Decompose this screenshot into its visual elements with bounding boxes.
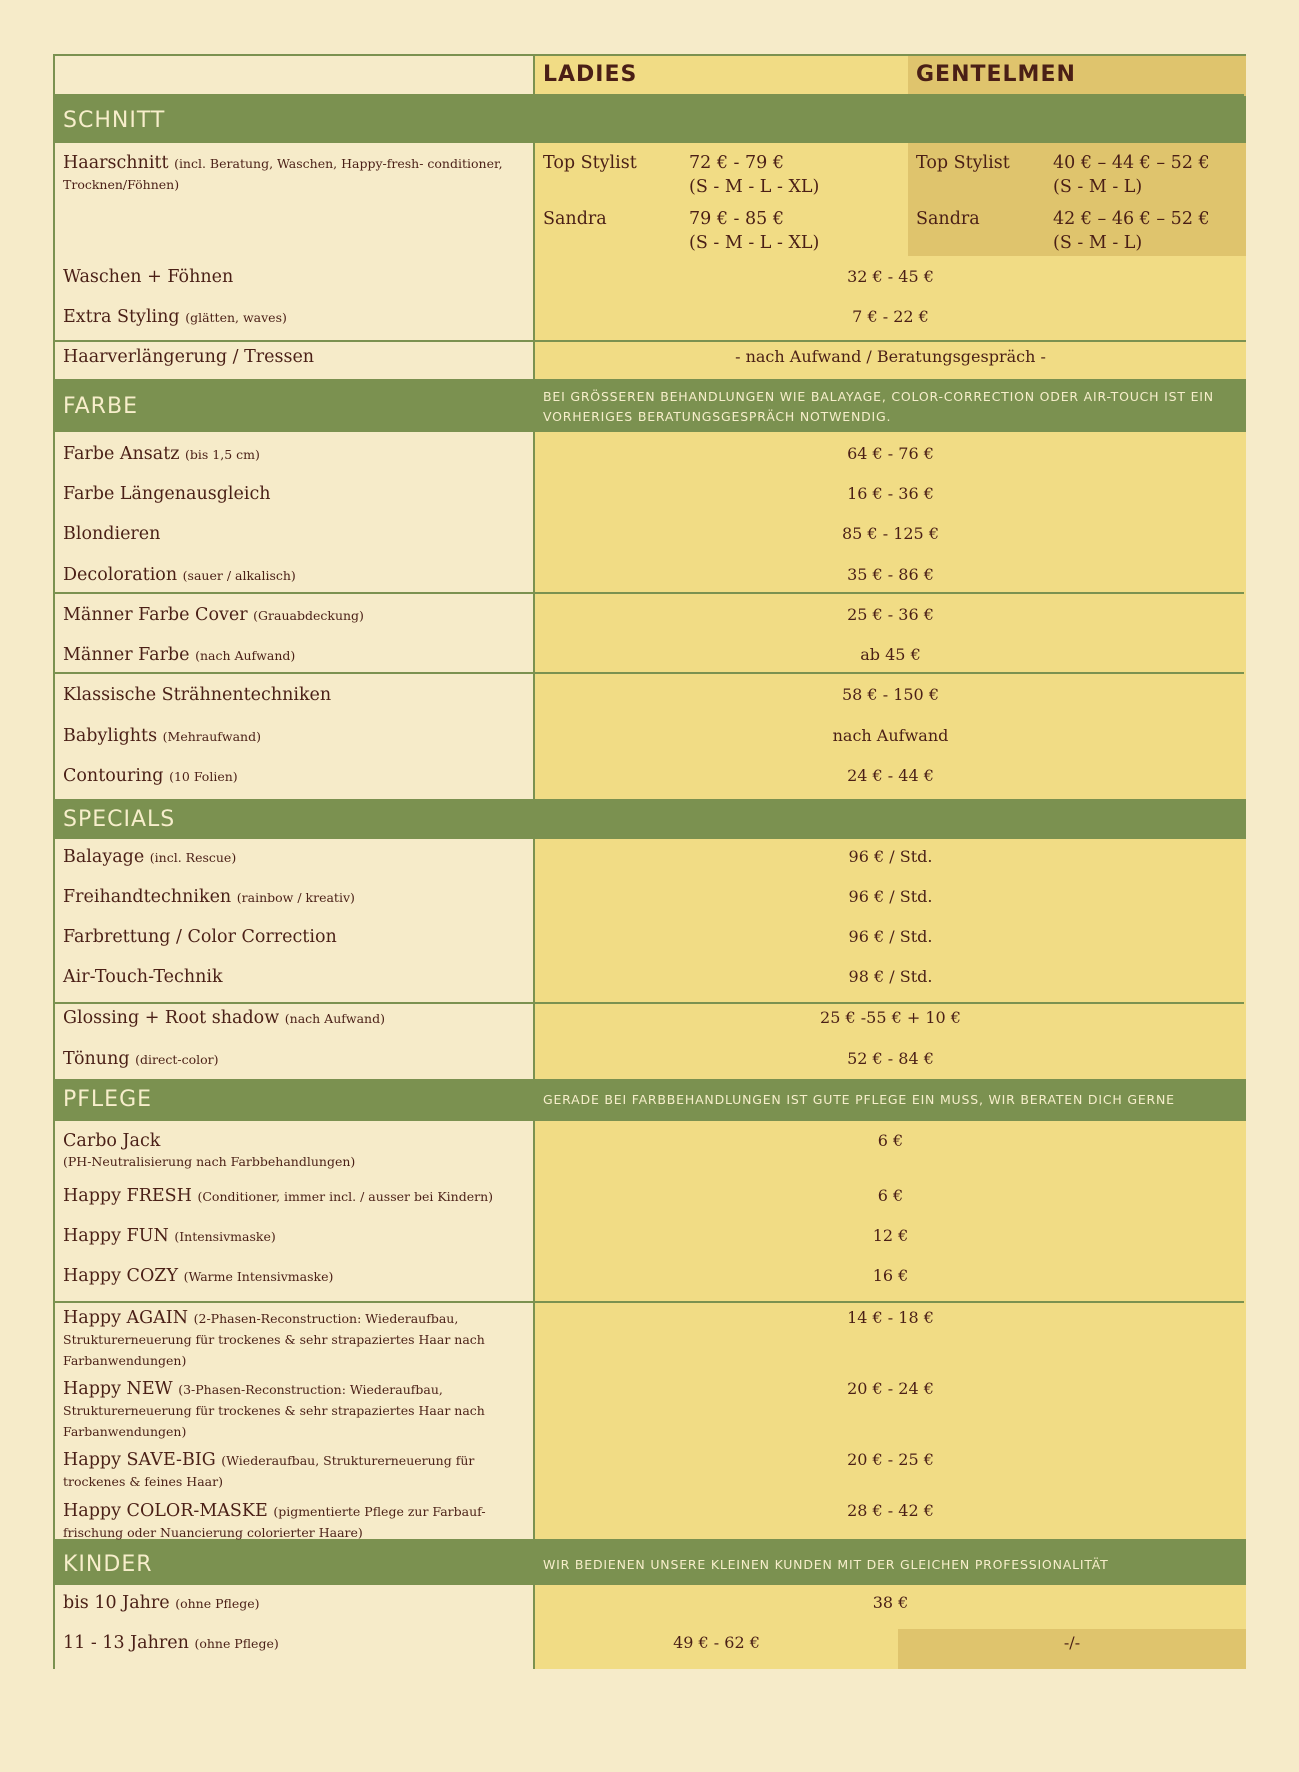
gentlemen-price-sandra: 42 € – 46 € – 52 €: [1053, 209, 1210, 229]
farbe-notice: BEI GRÖSSEREN BEHANDLUNGEN WIE BALAYAGE, COLOR-CORRECTION ODER AIR-TOUCH IST EIN VORHERIGES BERATUNGSGESPRÄCH NOTWENDIG.: [543, 389, 1214, 424]
specials-row: [63, 1008, 533, 1029]
service-name: Contouring: [63, 766, 164, 786]
service-name: Happy SAVE-BIG: [63, 1450, 216, 1470]
ladies-stylist-top: Top Stylist: [543, 153, 637, 173]
ladies-price-sandra: 79 € - 85 €: [689, 209, 784, 229]
specials-heading: SPECIALS: [63, 807, 176, 832]
ladies-column-heading: LADIES: [543, 62, 638, 87]
ladies-sizes-sandra: (S - M - L - XL): [689, 233, 820, 253]
pflege-price: 20 € - 25 €: [847, 1450, 934, 1469]
service-name: Balayage: [63, 847, 145, 867]
kinder-price: 38 €: [872, 1593, 909, 1612]
farbe-row: [63, 484, 533, 505]
pflege-heading: PFLEGE: [63, 1087, 153, 1112]
specials-row: [63, 847, 533, 868]
farbe-price: 16 € - 36 €: [847, 484, 934, 503]
service-name: Happy FRESH: [63, 1186, 192, 1206]
service-name: 11 - 13 Jahren: [63, 1633, 189, 1653]
pflege-price: 12 €: [872, 1226, 909, 1245]
farbe-price: ab 45 €: [860, 645, 921, 664]
service-note: (nach Aufwand): [284, 1011, 385, 1026]
pflege-row: [63, 1379, 533, 1442]
service-name: Männer Farbe Cover: [63, 605, 248, 625]
service-note: (3-Phasen-Reconstruction: Wiederaufbau, Strukturerneuerung für trockenes & sehr strapaziertes Haar nach Farbanwendungen): [63, 1382, 485, 1439]
farbe-price: 64 € - 76 €: [847, 444, 934, 463]
pflege-row: [63, 1186, 533, 1207]
haarschnitt-label: [63, 153, 533, 195]
pflege-row: [63, 1131, 533, 1172]
kinder-notice: WIR BEDIENEN UNSERE KLEINEN KUNDEN MIT DER GLEICHEN PROFESSIONALITÄT: [543, 1557, 1109, 1572]
extra-styling-label: [63, 307, 533, 328]
farbe-row: [63, 565, 533, 586]
farbe-row: [63, 726, 533, 747]
extra-styling-price: 7 € - 22 €: [852, 307, 929, 326]
service-note: (sauer / alkalisch): [182, 568, 296, 583]
specials-row: [63, 967, 533, 988]
farbe-row: [63, 685, 533, 706]
gentlemen-sizes-top: (S - M - L): [1053, 177, 1143, 197]
pflege-price: 28 € - 42 €: [847, 1501, 934, 1520]
ladies-price-top: 72 € - 79 €: [689, 153, 784, 173]
service-name: Happy COLOR-MASKE: [63, 1501, 268, 1521]
service-name: Farbrettung / Color Correction: [63, 927, 337, 947]
pflege-price: 6 €: [877, 1131, 904, 1150]
service-name: Blondieren: [63, 524, 161, 544]
specials-row: [63, 927, 533, 948]
waschen-price: 32 € - 45 €: [847, 267, 934, 286]
specials-price: 52 € - 84 €: [847, 1049, 934, 1068]
farbe-price: 35 € - 86 €: [847, 565, 934, 584]
farbe-price: 85 € - 125 €: [841, 524, 939, 543]
service-note: (Warme Intensivmaske): [183, 1269, 334, 1284]
pflege-row: [63, 1226, 533, 1247]
service-note: (ohne Pflege): [175, 1596, 260, 1611]
service-note: (pigmentierte Pflege zur Farbauf-frischung oder Nuancierung colorierter Haare): [63, 1504, 486, 1540]
kinder-heading: KINDER: [63, 1552, 153, 1577]
verlaengerung-label: [63, 347, 533, 367]
service-note: (rainbow / kreativ): [236, 890, 355, 905]
farbe-price: nach Aufwand: [832, 726, 949, 745]
service-note: (2-Phasen-Reconstruction: Wiederaufbau, Strukturerneuerung für trockenes & sehr strapaziertes Haar nach Farbanwendungen): [63, 1311, 485, 1368]
service-note: (Grauabdeckung): [253, 608, 364, 623]
service-name: Happy COZY: [63, 1266, 178, 1286]
column-divider-front: [533, 56, 535, 1669]
service-name: Happy FUN: [63, 1226, 169, 1246]
specials-price: 25 € -55 € + 10 €: [820, 1008, 961, 1027]
service-note: (ohne Pflege): [194, 1636, 279, 1651]
schnitt-heading: SCHNITT: [63, 108, 166, 133]
service-note: (incl. Beratung, Waschen, Happy-fresh- conditioner, Trocknen/Föhnen): [63, 156, 503, 192]
pflege-row: [63, 1450, 533, 1492]
service-note: (direct-color): [135, 1052, 219, 1067]
pflege-row: [63, 1308, 533, 1371]
service-note: (Intensivmaske): [174, 1229, 276, 1244]
farbe-price: 58 € - 150 €: [841, 685, 939, 704]
schnitt-band: [55, 96, 1246, 143]
specials-price: 98 € / Std.: [848, 967, 933, 986]
service-name: Haarschnitt: [63, 153, 169, 173]
service-note: (Wiederaufbau, Strukturerneuerung für trockenes & feines Haar): [63, 1453, 475, 1489]
farbe-row: [63, 524, 533, 545]
service-name: Happy AGAIN: [63, 1308, 189, 1328]
kinder-older-gentlemen-price: -/-: [1063, 1633, 1081, 1652]
service-note: (10 Folien): [169, 769, 238, 784]
service-note: (incl. Rescue): [149, 850, 237, 865]
pflege-price: 14 € - 18 €: [847, 1308, 934, 1327]
service-name: Männer Farbe: [63, 645, 190, 665]
ladies-stylist-sandra: Sandra: [543, 209, 607, 229]
pflege-notice: GERADE BEI FARBBEHANDLUNGEN IST GUTE PFLEGE EIN MUSS, WIR BERATEN DICH GERNE: [543, 1092, 1175, 1107]
service-note: (glätten, waves): [185, 310, 287, 325]
pflege-price: 6 €: [877, 1186, 904, 1205]
kinder-row: [63, 1593, 533, 1614]
pflege-price: 20 € - 24 €: [847, 1379, 934, 1398]
service-note: (Conditioner, immer incl. / ausser bei Kindern): [197, 1189, 494, 1204]
rule: [55, 94, 1244, 96]
service-note: (nach Aufwand): [195, 648, 296, 663]
service-name: Carbo Jack: [63, 1131, 161, 1151]
specials-price: 96 € / Std.: [848, 927, 933, 946]
service-name: Extra Styling: [63, 307, 180, 327]
gentlemen-sizes-sandra: (S - M - L): [1053, 233, 1143, 253]
waschen-label: [63, 267, 533, 288]
specials-price: 96 € / Std.: [848, 887, 933, 906]
service-name: Farbe Längenausgleich: [63, 484, 271, 504]
service-name: bis 10 Jahre: [63, 1593, 170, 1613]
pflege-row: [63, 1266, 533, 1287]
farbe-heading: FARBE: [63, 394, 138, 419]
specials-band-strip: [55, 799, 1246, 839]
farbe-price: 25 € - 36 €: [847, 605, 934, 624]
farbe-row: [63, 766, 533, 787]
service-name: Farbe Ansatz: [63, 444, 180, 464]
price-table: [53, 54, 1246, 1669]
specials-row: [63, 1049, 533, 1070]
kinder-older-row: [63, 1633, 533, 1654]
service-name: Happy NEW: [63, 1379, 173, 1399]
service-name: Glossing + Root shadow: [63, 1008, 280, 1028]
gentlemen-stylist-top: Top Stylist: [916, 153, 1010, 173]
specials-row: [63, 887, 533, 908]
farbe-price: 24 € - 44 €: [847, 766, 934, 785]
header-empty-cell: [55, 56, 533, 96]
service-name: Freihandtechniken: [63, 887, 232, 907]
service-name: Waschen + Föhnen: [63, 267, 234, 287]
verlaengerung-price: - nach Aufwand / Beratungsgespräch -: [735, 347, 1046, 366]
ladies-sizes-top: (S - M - L - XL): [689, 177, 820, 197]
service-name: Babylights: [63, 726, 158, 746]
gentlemen-column-heading: GENTELMEN: [916, 62, 1076, 87]
kinder-older-ladies-price: 49 € - 62 €: [673, 1633, 760, 1652]
pflege-row: [63, 1501, 533, 1543]
specials-price: 96 € / Std.: [848, 847, 933, 866]
service-name: Air-Touch-Technik: [63, 967, 223, 987]
gentlemen-stylist-sandra: Sandra: [916, 209, 980, 229]
gentlemen-price-top: 40 € – 44 € – 52 €: [1053, 153, 1210, 173]
service-note: (bis 1,5 cm): [185, 447, 260, 462]
service-note: (Mehraufwand): [162, 729, 261, 744]
service-note: (PH-Neutralisierung nach Farbbehandlungen): [63, 1154, 356, 1169]
farbe-row: [63, 605, 533, 626]
service-name: Klassische Strähnentechniken: [63, 685, 332, 705]
service-name: Decoloration: [63, 565, 178, 585]
farbe-row: [63, 645, 533, 666]
service-name: Tönung: [63, 1049, 130, 1069]
pflege-price: 16 €: [872, 1266, 909, 1285]
farbe-row: [63, 444, 533, 465]
service-name: Haarverlängerung / Tressen: [63, 347, 315, 367]
